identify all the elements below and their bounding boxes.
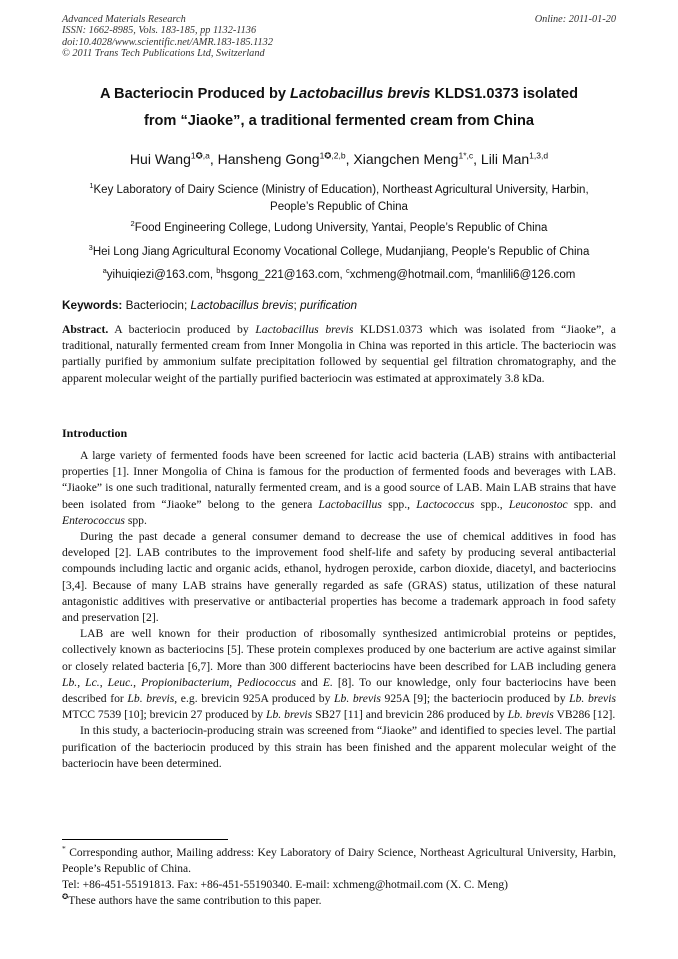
genus: Lactococcus bbox=[416, 497, 475, 511]
journal-header bbox=[62, 14, 616, 60]
email-list bbox=[40, 267, 638, 284]
footnote-corresponding bbox=[62, 845, 616, 877]
author-affiliation-mark: 1,3,d bbox=[529, 150, 549, 161]
text-run: , bbox=[99, 675, 108, 689]
affiliation-number: 2 bbox=[130, 219, 135, 229]
author-separator: , bbox=[209, 151, 218, 167]
author bbox=[218, 151, 354, 167]
footnote-mark: ✪ bbox=[62, 892, 69, 902]
genus: Pediococcus bbox=[237, 675, 297, 689]
affiliation-text: Key Laboratory of Dairy Science (Ministry of Education), Northeast Agricultural University, Harbin, bbox=[93, 184, 589, 196]
footnote-rule bbox=[62, 839, 228, 840]
keyword-species: Lactobacillus brevis bbox=[190, 298, 294, 312]
introduction-body bbox=[62, 448, 616, 772]
title-species: Lactobacillus brevis bbox=[290, 86, 431, 102]
author-name: Hui Wang bbox=[129, 151, 191, 167]
issn-line: ISSN: 1662-8985, Vols. 183-185, pp 1132-1136 bbox=[62, 25, 257, 37]
email-separator: , bbox=[339, 269, 346, 281]
title-line-2: from “Jiaoke”, a traditional fermented cream from China bbox=[143, 113, 535, 129]
affiliation-text: Hei Long Jiang Agricultural Economy Vocational College, Mudanjiang, People’s Republic of China bbox=[92, 246, 590, 258]
affiliation-text: Food Engineering College, Ludong University, Yantai, People’s Republic of China bbox=[134, 222, 548, 234]
author-affiliation-mark: 1✪,2,b bbox=[319, 150, 346, 161]
email-entry bbox=[102, 266, 217, 281]
email-mark: b bbox=[216, 266, 221, 276]
species: Lb. brevis bbox=[127, 692, 175, 706]
genus: Lactobacillus bbox=[318, 497, 382, 511]
keyword-purification: purification bbox=[300, 298, 358, 312]
title-part-1: A Bacteriocin Produced by bbox=[100, 86, 291, 102]
author-affiliation-mark: 1✪,a bbox=[190, 150, 210, 161]
intro-paragraph-2: During the past decade a general consumer demand to decrease the use of chemical additives in food has developed [2]. LAB contributes to the improvement food shelf-life and safety by producing several antibacterial compounds including lactic and organic acids, ethanol, hydrogen peroxide, carbon dioxide, diacetyl, and bacteriocins [3,4]. Because of many LAB strains have generally regarded as safe (GRAS) status, utilization of these natural antagonistic additives with preservative or antibacterial properties has become a trademark approach in food safety and preservation [2]. bbox=[62, 530, 616, 625]
author-name: Lili Man bbox=[480, 151, 530, 167]
footnote-equal-contribution bbox=[62, 893, 616, 909]
text-run: MTCC 7539 [10]; brevicin 27 produced by bbox=[62, 708, 267, 722]
email-mark: c bbox=[345, 266, 350, 276]
affiliation-3 bbox=[40, 244, 638, 261]
text-run: and bbox=[296, 675, 323, 689]
author bbox=[130, 151, 218, 167]
journal-name: Advanced Materials Research bbox=[62, 14, 186, 25]
author-separator: , bbox=[473, 151, 481, 167]
affiliation-number: 3 bbox=[88, 243, 93, 253]
genus: E. bbox=[322, 675, 333, 689]
species: Lb. brevis bbox=[266, 708, 313, 722]
footnote-contact: Tel: +86-451-55191813. Fax: +86-451-55190340. E-mail: xchmeng@hotmail.com (X. C. Meng) bbox=[62, 879, 508, 891]
affiliation-1 bbox=[40, 182, 638, 216]
email-separator: , bbox=[470, 269, 477, 281]
keyword-text: Bacteriocin; bbox=[122, 298, 191, 312]
intro-paragraph-3 bbox=[62, 626, 616, 723]
affiliation-2 bbox=[40, 220, 638, 237]
keyword-separator: ; bbox=[293, 298, 301, 312]
doi-line: doi:10.4028/www.scientific.net/AMR.183-185.1132 bbox=[62, 36, 273, 48]
author-name: Xiangchen Meng bbox=[353, 151, 459, 167]
email-entry bbox=[345, 266, 477, 281]
genus: Leuconostoc bbox=[508, 497, 568, 511]
intro-paragraph-4: In this study, a bacteriocin-producing strain was screened from “Jiaoke” and identified to species level. The partial purification of the bacteriocin produced by this strain has been finished and the apparent molecular weight of the bacteriocin have been determined. bbox=[62, 724, 616, 770]
abstract-paragraph bbox=[62, 322, 616, 387]
abstract-text: A bacteriocin produced by bbox=[108, 323, 256, 336]
keywords-label: Keywords: bbox=[62, 298, 123, 312]
affiliation-1-line-1 bbox=[40, 182, 638, 199]
intro-paragraph-1 bbox=[62, 448, 616, 529]
copyright-line: © 2011 Trans Tech Publications Ltd, Switzerland bbox=[62, 48, 265, 60]
affiliation-1-line-2: People’s Republic of China bbox=[270, 201, 408, 213]
email-entry bbox=[216, 266, 346, 281]
text-run: spp., bbox=[474, 497, 509, 511]
species: Lb. brevis bbox=[507, 708, 554, 722]
title-line-1 bbox=[40, 81, 638, 108]
footnote-text: These authors have the same contribution to this paper. bbox=[68, 895, 322, 907]
genus: Lb. bbox=[62, 675, 78, 689]
email-address: xchmeng@hotmail.com bbox=[349, 269, 471, 281]
title-part-2: KLDS1.0373 isolated bbox=[430, 86, 578, 102]
email-address: hsgong_221@163.com bbox=[220, 269, 340, 281]
author-list bbox=[40, 150, 638, 168]
footnote-star: * bbox=[62, 844, 66, 854]
text-run: , bbox=[133, 675, 142, 689]
text-run: LAB are well known for their production of ribosomally synthesized antimicrobial proteins or peptides, collectively known as bacteriocins [5]. These protein complexes produced by one bacterium are active against similar or closely related bacteria [6,7]. More than 300 different bacteriocins have been described for LAB including genera bbox=[62, 627, 616, 673]
text-run: spp. bbox=[124, 513, 147, 527]
text-run: 925A [9]; the bacteriocin produced by bbox=[380, 692, 570, 706]
email-mark: a bbox=[102, 266, 107, 276]
email-separator: , bbox=[209, 269, 217, 281]
affiliation-number: 1 bbox=[89, 181, 94, 191]
species: Lb. brevis bbox=[569, 692, 616, 706]
abstract-label: Abstract. bbox=[62, 323, 109, 336]
email-address: yihuiqiezi@163.com bbox=[106, 269, 210, 281]
text-run: [8]. To our knowledge, only four bacteriocins have been described for bbox=[62, 675, 617, 706]
keywords bbox=[62, 296, 618, 314]
online-date: Online: 2011-01-20 bbox=[534, 14, 616, 25]
author bbox=[481, 151, 548, 167]
author-separator: , bbox=[345, 151, 354, 167]
footnote-text: Corresponding author, Mailing address: Key Laboratory of Dairy Science, Northeast Agricultural University, Harbin, People’s Republic of China. bbox=[62, 847, 616, 875]
text-run: A large variety of fermented foods have been screened for lactic acid bacteria (LAB) strains with antibacterial properties [1]. Inner Mongolia of China is famous for the production of fermented foods and beverages with LAB. “Jiaoke” is one such traditional, naturally fermented cream, and is a good source of LAB. Main LAB strains that have been isolated from “Jiaoke” belong to the genera bbox=[62, 449, 616, 511]
text-run: VB286 [12]. bbox=[553, 708, 616, 722]
author bbox=[353, 151, 481, 167]
genus: Leuc. bbox=[107, 675, 134, 689]
text-run: , bbox=[77, 675, 86, 689]
text-run: spp., bbox=[381, 497, 417, 511]
genus: Propionibacterium bbox=[141, 675, 230, 689]
abstract bbox=[62, 322, 616, 387]
abstract-text: KLDS1.0373 which was isolated from “Jiaoke”, a traditional, naturally fermented cream from Inner Mongolia in China was reported in this article. The bacteriocin was partially purified by ammonium sulfate precipitation followed by sequential gel filtration chromatography, and the apparent molecular weight of the partially purified bacteriocin was estimated at approximately 3.8 kDa. bbox=[62, 323, 616, 385]
genus: Lc. bbox=[85, 675, 100, 689]
email-address: manlili6@126.com bbox=[480, 269, 576, 281]
paper-title bbox=[40, 81, 638, 135]
species: Lb. brevis bbox=[334, 692, 381, 706]
email-entry bbox=[476, 266, 576, 281]
introduction-heading: Introduction bbox=[62, 426, 128, 440]
genus: Enterococcus bbox=[62, 513, 125, 527]
text-run: spp. and bbox=[567, 497, 617, 511]
text-run: , bbox=[229, 675, 238, 689]
text-run: SB27 [11] and brevicin 286 produced by bbox=[312, 708, 508, 722]
abstract-species: Lactobacillus brevis bbox=[255, 323, 354, 336]
author-affiliation-mark: 1*,c bbox=[458, 150, 474, 161]
author-name: Hansheng Gong bbox=[217, 151, 320, 167]
footnotes bbox=[62, 845, 616, 909]
text-run: , e.g. brevicin 925A produced by bbox=[174, 692, 335, 706]
email-mark: d bbox=[476, 266, 481, 276]
